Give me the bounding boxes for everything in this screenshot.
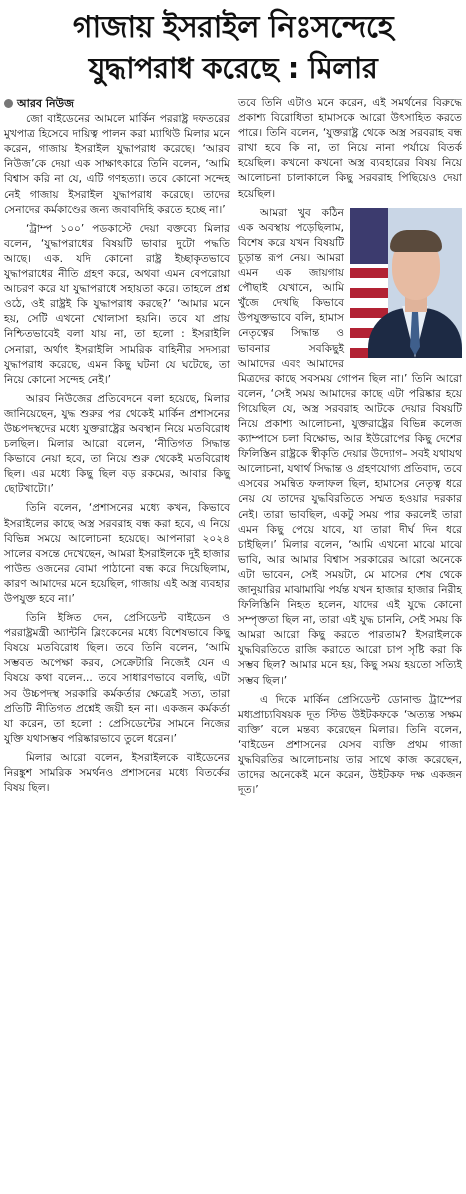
portrait-photo [350, 208, 462, 358]
flag-canton [350, 208, 388, 264]
headline-line-2: যুদ্ধাপরাধ করেছে : মিলার [88, 51, 378, 85]
left-column [4, 96, 230, 800]
paragraph: জো বাইডেনের আমলে মার্কিন পররাষ্ট্র দফতরের মুখপাত্র হিসেবে দায়িত্ব পালন করা ম্যাথিউ মিলার মনে করেন, গাজায় ইসরাইল যুদ্ধাপরাধ করেছে। ‘আরব নিউজ’কে দেয়া এক সাক্ষাৎকারে তিনি বলেন, ‘আমি বিশ্বাস করি না যে, এটি গণহত্যা। তবে কোনো সন্দেহ নেই গাজায় ইসরাইল যুদ্ধাপরাধ করেছে। তাদের সেনাদের কর্মকাণ্ডের জন্য জবাবদিহি করতে হচ্ছে না।’ [4, 113, 230, 216]
paragraph: মিলার আরো বলেন, ইসরাইলকে বাইডেনের নিরঙ্কুশ সামরিক সমর্থনও প্রশাসনের মধ্যে বিতর্কের বিষয় ছিল। [4, 751, 230, 795]
bullet-icon [4, 99, 13, 108]
right-column [238, 96, 462, 802]
byline [4, 96, 230, 111]
headline [0, 0, 466, 92]
paragraph: তিনি বলেন, ‘প্রশাসনের মধ্যে কখন, কিভাবে ইসরাইলের কাছে অস্ত্র সরবরাহ বন্ধ করা হবে, এ নিয়ে বিভিন্ন সময়ে আলোচনা হয়েছে। আপনারা ২০২৪ সালের বসন্তে দেখেছেন, আমরা ইসরাইলকে দুই হাজার পাউন্ড ওজনের বোমা পাঠানো বন্ধ করে দিয়েছিলাম, কারণ আমাদের মনে হয়েছিল, গাজায় এই অস্ত্র ব্যবহার উপযুক্ত হবে না।’ [4, 502, 230, 605]
paragraph: তবে তিনি এটাও মনে করেন, এই সমর্থনের বিরুদ্ধে প্রকাশ্য বিরোধিতা হামাসকে আরো উৎসাহিত করতে পারে। তিনি বলেন, ‘যুক্তরাষ্ট্র থেকে অস্ত্র সরবরাহ বন্ধ রাখা হবে কি না, তা নিয়ে নানা পর্যায়ে বিতর্ক হয়েছিল। কখনো কখনো অস্ত্র ব্যবহারের বিষয় নিয়ে আলোচনা চালাকালে কিছু সরবরাহ পিছিয়েও দেয়া হয়েছিল। [238, 97, 462, 200]
paragraph: আরব নিউজের প্রতিবেদনে বলা হয়েছে, মিলার জানিয়েছেন, যুদ্ধ শুরুর পর থেকেই মার্কিন প্রশাসনের উচ্চপদস্থদের মধ্যে যুক্তরাষ্ট্রের অবস্থান নিয়ে মতবিরোধ চলছিল। মিলার আরো বলেন, ‘নীতিগত সিদ্ধান্ত কিভাবে নেয়া হবে, তা নিয়ে শুরু থেকেই মতবিরোধ ছিল। এর মধ্যে কিছু ছিল বড় রকমের, আবার কিছু ছোটখাটো।’ [4, 392, 230, 496]
byline-text: আরব নিউজ [17, 97, 74, 110]
paragraph: ‘ট্রাম্প ১০০’ পডকাস্টে দেয়া বক্তব্যে মিলার বলেন, ‘যুদ্ধাপরাধের বিষয়টি ভাবার দুটো পদ্ধতি আছে। এক. যদি কোনো রাষ্ট্র ইচ্ছাকৃতভাবে যুদ্ধাপরাধের নীতি গ্রহণ করে, অথবা এমন বেপরোয়া আচরণ করে যা যুদ্ধাপরাধে সহায়তা করে। তাহলে প্রশ্ন ওঠে, ওই রাষ্ট্রই কি যুদ্ধাপরাধ করছে?’ ‘আমার মনে হয়, সেটি এখনো খোলাসা হয়নি। তবে যা প্রায় নিশ্চিতভাবেই বলা যায় না, তা হলো : ইসরাইলি সেনারা, অর্থাৎ ইসরাইলি সামরিক বাহিনীর সদস্যরা যুদ্ধাপরাধ করেছে, এমন কিছু ঘটনা যে ঘটেছে, তা নিয়ে কোনো সন্দেহ নেই।’ [4, 222, 230, 386]
hair-graphic [390, 230, 442, 252]
paragraph: তিনি ইঙ্গিত দেন, প্রেসিডেন্ট বাইডেন ও পররাষ্ট্রমন্ত্রী অ্যান্টনি ব্লিংকেনের মধ্যে বিশেষভাবে কিছু বিষয়ে মতবিরোধ ছিল। তবে তিনি বলেন, ‘আমি সম্ভবত অপেক্ষা করব, সেক্রেটারি নিজেই যেন এ বিষয়ে কথা বলেন... তবে সাধারণভাবে বলছি, এটা সব উচ্চপদস্থ সরকারি কর্মকর্তার ক্ষেত্রেই সত্য, তারা প্রতিটি নীতিগত প্রশ্নেই জয়ী হন না। একজন কর্মকর্তা যা করেন, তা হলো : প্রেসিডেন্টের সামনে নিজের যুক্তি যথাসম্ভব পরিষ্কারভাবে তুলে ধরেন।’ [4, 612, 230, 745]
headline-line-1: গাজায় ইসরাইল নিঃসন্দেহে [72, 10, 394, 45]
paragraph: আমরা খুব কঠিন এক অবস্থায় পড়েছিলাম, বিশেষ করে যখন বিষয়টি চূড়ান্ত রূপ নেয়। আমরা এমন এক জায়গায় পৌছাই যেখানে, আমি খুঁজে দেখছি কিভাবে উপযুক্তভাবে বলি, হামাস নেতৃত্বের সিদ্ধান্ত ও ভাবনার সবকিছুই আমাদের এবং আমাদের মিত্রদের কাছে সবসময় গোপন ছিল না।’ তিনি আরো বলেন, ‘সেই সময় আমাদের কাছে এটা পরিষ্কার হয়ে গিয়েছিল যে, অস্ত্র সরবরাহ আটকে দেয়ার বিষয়টি নিয়ে প্রকাশ্য আলোচনা, যুক্তরাষ্ট্রের বিভিন্ন কলেজ ক্যাম্পাসে চলা বিক্ষোভ, আর ইউরোপের কিছু দেশের ফিলিস্তিন রাষ্ট্রকে স্বীকৃতি দেয়ার উদ্যোগ– সবই যথাযথ আলোচনা, যথার্থ সিদ্ধান্ত ও গ্রহণযোগ্য প্রতিবাদ, তবে এসবের সমন্বিত ফলাফল ছিল, হামাসের নেতৃত্ব ধরে নেয় যে তাদের যুদ্ধবিরতিতে সম্মত হওয়ার দরকার নেই। তারা ভাবছিল, একটু সময় পার করলেই তারা এমন কিছু পেয়ে যাবে, যা তারা দীর্ঘ দিন ধরে চাইছিল।’ মিলার বলেন, ‘আমি এখনো মাঝে মাঝে ভাবি, আর আমার বিশ্বাস সরকারের আরো অনেকে এটা ভাবেন, সেই সময়টা, মে মাসের শেষ থেকে জানুয়ারির মাঝামাঝি পর্যন্ত যখন হাজার হাজার নিরীহ ফিলিস্তিনি নিহত হলেন, যাদের এই যুদ্ধে কোনো সম্পৃক্ততা ছিল না, তারা এই যুদ্ধ চাননি, সেই সময় কি আমরা আরো কিছু করতে পারতাম? ইসরাইলকে যুদ্ধবিরতিতে রাজি করাতে আরো চাপ সৃষ্টি করা কি সম্ভব ছিল? আমার মনে হয়, কিছু সময় হয়তো সত্যিই সম্ভব ছিল।’ [238, 206, 462, 687]
paragraph: এ দিকে মার্কিন প্রেসিডেন্ট ডোনাল্ড ট্রাম্পের মধ্যপ্রাচ্যবিষয়ক দূত স্টিভ উইটকফকে ‘অত্যন্ত সক্ষম ব্যক্তি’ বলে মন্তব্য করেছেন মিলার। তিনি বলেন, ‘বাইডেন প্রশাসনের যেসব ব্যক্তি প্রথম গাজা যুদ্ধবিরতির আলোচনায় তার সাথে কাজ করেছেন, তাদের অনেকেই মনে করেন, উইটকফ দক্ষ একজন দূত।’ [238, 693, 462, 797]
